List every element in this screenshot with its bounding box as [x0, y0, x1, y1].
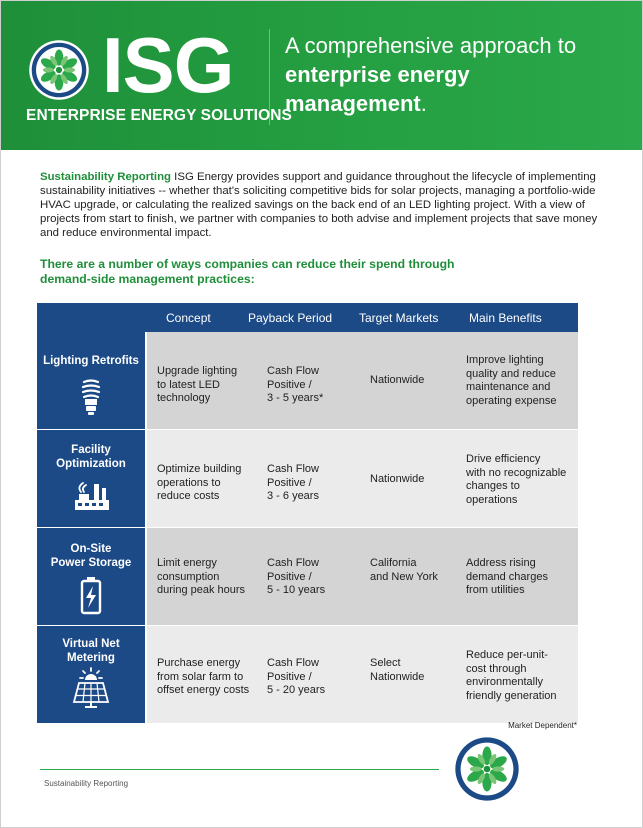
line: Nationwide	[370, 473, 425, 485]
row-body	[147, 430, 578, 527]
row-label-cell	[37, 430, 145, 527]
table-row	[37, 528, 578, 626]
header-payback: Payback Period	[248, 311, 333, 325]
cell-markets	[370, 473, 424, 487]
cell-markets	[370, 657, 424, 684]
section-heading-line-2: demand-side management practices:	[40, 272, 255, 286]
line: Limit energy	[157, 557, 217, 569]
intro-paragraph	[40, 170, 605, 240]
row-name-line-1: On-Site	[70, 543, 112, 555]
cell-concept	[157, 365, 237, 406]
line: during peak hours	[157, 584, 246, 596]
line: 5 - 10 years	[267, 584, 326, 596]
market-dependent-note: Market Dependent*	[508, 721, 577, 730]
line: Positive /	[267, 476, 312, 489]
line: Cash Flow	[267, 365, 319, 377]
row-name	[37, 637, 145, 665]
row-name-line-1: Virtual Net	[62, 638, 120, 650]
line: consumption	[157, 570, 220, 583]
cell-concept	[157, 657, 249, 698]
line: Cash Flow	[267, 657, 319, 669]
isg-logo-icon	[28, 39, 90, 101]
line: Positive /	[267, 670, 312, 683]
cell-benefits	[466, 557, 548, 598]
row-name-line-2: Metering	[67, 652, 115, 664]
brand-name: ISG	[102, 21, 234, 109]
tagline-bold-2: management	[285, 91, 421, 116]
line: Drive efficiency	[466, 453, 541, 465]
line: Cash Flow	[267, 463, 319, 475]
line: Improve lighting	[466, 354, 544, 366]
line: demand charges	[466, 570, 548, 583]
battery-icon	[69, 574, 113, 618]
line: Positive /	[267, 378, 312, 391]
line: Select	[370, 657, 401, 669]
row-name	[37, 542, 145, 570]
line: to latest LED	[157, 378, 220, 391]
cell-markets	[370, 557, 438, 584]
tagline-bold-1: enterprise energy	[285, 62, 470, 87]
line: with no recognizable	[466, 466, 567, 479]
cell-payback	[267, 557, 325, 598]
header-benefits: Main Benefits	[469, 311, 542, 325]
row-label-cell	[37, 332, 145, 429]
line: Nationwide	[370, 670, 425, 683]
line: friendly generation	[466, 689, 557, 702]
line: quality and reduce	[466, 367, 556, 380]
footer-label: Sustainability Reporting	[44, 779, 129, 788]
line: from solar farm to	[157, 670, 244, 683]
line: 3 - 6 years	[267, 490, 319, 502]
header-concept: Concept	[166, 311, 211, 325]
cell-payback	[267, 463, 319, 504]
cell-benefits	[466, 649, 557, 703]
light-bulb-icon	[69, 374, 113, 418]
row-body	[147, 626, 578, 723]
tagline-period: .	[420, 91, 427, 116]
table-row	[37, 430, 578, 528]
row-name-line-2: Optimization	[56, 458, 126, 470]
line: Positive /	[267, 570, 312, 583]
brand-subtitle: ENTERPRISE ENERGY SOLUTIONS	[26, 107, 292, 124]
line: environmentally	[466, 676, 544, 688]
header-divider	[269, 29, 270, 125]
line: Cash Flow	[267, 557, 319, 569]
line: 3 - 5 years*	[267, 392, 324, 404]
practices-table	[37, 303, 578, 724]
section-heading-line-1: There are a number of ways companies can reduce their spend through	[40, 257, 455, 271]
factory-icon	[69, 470, 113, 514]
header-banner	[1, 1, 642, 150]
table-header	[37, 303, 578, 332]
line: operations	[466, 493, 518, 506]
line: changes to	[466, 480, 520, 492]
line: California	[370, 557, 417, 569]
line: cost through	[466, 662, 527, 675]
tagline	[285, 31, 635, 118]
line: operating expense	[466, 394, 557, 407]
solar-panel-icon	[69, 666, 113, 710]
line: maintenance and	[466, 381, 551, 393]
footer-divider	[40, 769, 439, 770]
row-name-line-2: Power Storage	[50, 557, 132, 569]
line: and New York	[370, 570, 438, 583]
line: technology	[157, 392, 211, 404]
cell-concept	[157, 463, 241, 504]
intro-lead: Sustainability Reporting	[40, 171, 172, 183]
tagline-bold-2-wrap	[285, 89, 635, 118]
header-markets: Target Markets	[359, 311, 439, 325]
tagline-light: A comprehensive approach to	[285, 33, 577, 58]
row-label-cell	[37, 528, 145, 625]
intro-text: ISG Energy provides support and guidance throughout the lifecycle of implementing sustainability initiatives -- whether that's soliciting competitive bids for solar projects, managing a portfolio-wide HVAC upgrade, or calculating the realized savings on the back end of an LED lighting project. With a view of projects from start to finish, we partner with companies to both advise and implement projects that save money and reduce environmental impact.	[40, 171, 598, 239]
line: from utilities	[466, 584, 525, 596]
row-name	[37, 443, 145, 471]
table-row	[37, 332, 578, 430]
cell-markets	[370, 374, 424, 388]
cell-concept	[157, 557, 245, 598]
cell-payback	[267, 365, 323, 406]
section-heading	[40, 257, 560, 287]
line: Purchase energy	[157, 657, 241, 669]
row-label-cell	[37, 626, 145, 723]
line: Reduce per-unit-	[466, 649, 548, 661]
line: Address rising	[466, 557, 536, 569]
line: Optimize building	[157, 463, 242, 475]
line: reduce costs	[157, 490, 220, 502]
line: 5 - 20 years	[267, 684, 326, 696]
line: Nationwide	[370, 374, 425, 386]
cell-benefits	[466, 453, 566, 507]
cell-payback	[267, 657, 325, 698]
line: offset energy costs	[157, 684, 250, 696]
row-body	[147, 528, 578, 625]
row-name-line-1: Facility	[71, 444, 111, 456]
cell-benefits	[466, 354, 557, 408]
line: Upgrade lighting	[157, 365, 238, 377]
line: operations to	[157, 476, 221, 489]
row-body	[147, 332, 578, 429]
table-row	[37, 626, 578, 724]
row-name	[37, 354, 145, 368]
row-name-line-1: Lighting Retrofits	[43, 355, 139, 367]
isg-footer-logo-icon	[454, 736, 520, 802]
